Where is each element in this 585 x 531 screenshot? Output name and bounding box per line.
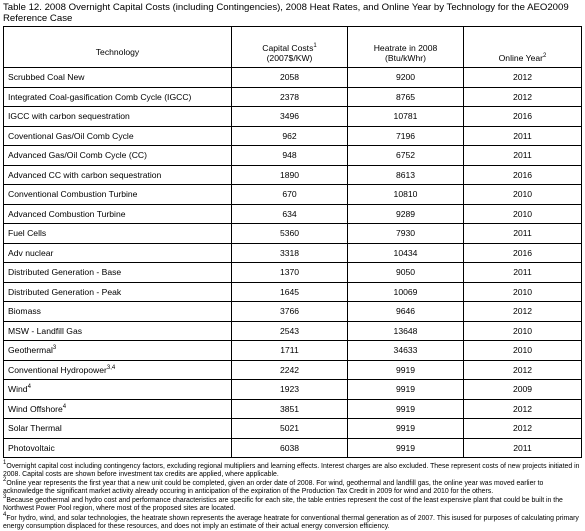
technology-name: Geothermal [8,345,53,356]
technology-cell [4,302,232,322]
header-online-label: Online Year [498,53,544,63]
footnote-text: Online year represents the first year that a new unit could be completed, given an order date of 2008. For wind, geothermal and landfill gas, the online year was moved earlier to acknowledge the significant market activity already occuring in anticipation of the expiration of the Production Tax Credit in 2009 for wind and 2010 for the others. [3,480,544,496]
header-capital-sup: 1 [313,43,317,49]
table-row [4,360,582,380]
footnote-text: Overnight capital cost including contingency factors, excluding regional multipliers and learning effects. Interest charges are also excluded. These represent costs of new projects initiated in 2008. Capital costs are shown before investment tax credits are applied, where applicable. [3,463,580,479]
technology-name: Fuel Cells [8,228,47,239]
online-year-cell: 2011 [464,146,582,166]
heatrate-cell: 9289 [348,204,464,224]
technology-cell [4,126,232,146]
table-row [4,282,582,302]
capital-cost-cell: 634 [232,204,348,224]
capital-cost-cell: 962 [232,126,348,146]
table-header-row [4,27,582,68]
technology-name: Conventional Hydropower [8,364,107,375]
technology-name: Biomass [8,306,41,317]
heatrate-cell: 13648 [348,321,464,341]
header-online-year [464,27,582,68]
technology-name: Advanced Gas/Oil Comb Cycle (CC) [8,150,147,161]
technology-cell [4,243,232,263]
heatrate-cell: 9919 [348,399,464,419]
capital-cost-cell: 1645 [232,282,348,302]
footnote [3,477,582,496]
technology-cell [4,263,232,283]
online-year-cell: 2016 [464,107,582,127]
online-year-cell: 2012 [464,399,582,419]
table-row [4,107,582,127]
table-row [4,224,582,244]
capital-costs-table [3,26,582,458]
technology-cell [4,185,232,205]
online-year-cell: 2010 [464,185,582,205]
technology-footnote-ref: 4 [27,384,31,391]
table-row [4,126,582,146]
table-row [4,185,582,205]
header-technology-label: Technology [95,47,140,57]
technology-cell [4,321,232,341]
technology-cell [4,419,232,439]
technology-cell [4,68,232,88]
heatrate-cell: 8613 [348,165,464,185]
technology-cell [4,438,232,458]
heatrate-cell: 7930 [348,224,464,244]
table-row [4,146,582,166]
technology-name: Scrubbed Coal New [8,72,85,83]
header-capital-line2: (2007$/KW) [266,53,313,63]
online-year-cell: 2011 [464,126,582,146]
footnote-text: For hydro, wind, and solar technologies, the heatrate shown represents the average heatrate for conventional thermal generation as of 2007. This isused for purposes of calculating primary energy consumption displaced for these resources, and does not imply an estimate of their actual energy conversion efficiency. [3,514,579,530]
technology-cell [4,204,232,224]
footnotes [3,460,582,531]
online-year-cell: 2010 [464,321,582,341]
footnote [3,494,582,513]
footnote [3,511,582,531]
capital-cost-cell: 2543 [232,321,348,341]
table-row [4,263,582,283]
online-year-cell: 2011 [464,224,582,244]
table-row [4,419,582,439]
technology-name: MSW - Landfill Gas [8,325,83,336]
table-row [4,321,582,341]
capital-cost-cell: 3496 [232,107,348,127]
technology-cell [4,224,232,244]
technology-name: Adv nuclear [8,247,54,258]
heatrate-cell: 6752 [348,146,464,166]
heatrate-cell: 9919 [348,380,464,400]
technology-cell [4,399,232,419]
capital-cost-cell: 5021 [232,419,348,439]
technology-cell [4,107,232,127]
online-year-cell: 2012 [464,419,582,439]
capital-cost-cell: 5360 [232,224,348,244]
technology-name: IGCC with carbon sequestration [8,111,130,122]
capital-cost-cell: 3766 [232,302,348,322]
footnote-number: 2 [3,477,7,484]
header-capital-costs [232,27,348,68]
online-year-cell: 2011 [464,263,582,283]
footnote-number: 1 [3,460,7,466]
heatrate-cell: 10434 [348,243,464,263]
online-year-cell: 2016 [464,165,582,185]
technology-name: Solar Thermal [8,423,62,434]
capital-cost-cell: 2378 [232,87,348,107]
heatrate-cell: 8765 [348,87,464,107]
table-row [4,341,582,361]
capital-cost-cell: 1890 [232,165,348,185]
capital-cost-cell: 1370 [232,263,348,283]
online-year-cell: 2010 [464,341,582,361]
capital-cost-cell: 2242 [232,360,348,380]
technology-footnote-ref: 3 [52,345,57,352]
online-year-cell: 2016 [464,243,582,263]
capital-cost-cell: 948 [232,146,348,166]
table-caption: Table 12. 2008 Overnight Capital Costs (including Contingencies), 2008 Heat Rates, and Online Year by Technology for the AEO2009 Reference Case [3,2,569,24]
online-year-cell: 2012 [464,360,582,380]
technology-cell [4,165,232,185]
technology-name: Advanced Combustion Turbine [8,208,126,219]
online-year-cell: 2012 [464,68,582,88]
capital-cost-cell: 670 [232,185,348,205]
capital-cost-cell: 6038 [232,438,348,458]
technology-cell [4,87,232,107]
technology-name: Conventional Combustion Turbine [8,189,138,200]
technology-name: Photovoltaic [8,442,55,453]
table-row [4,399,582,419]
technology-name: Coventional Gas/Oil Comb Cycle [8,130,134,141]
online-year-cell: 2012 [464,302,582,322]
technology-name: Distributed Generation - Base [8,267,122,278]
online-year-cell: 2010 [464,282,582,302]
technology-cell [4,146,232,166]
capital-cost-cell: 2058 [232,68,348,88]
heatrate-cell: 7196 [348,126,464,146]
technology-footnote-ref: 4 [62,403,67,410]
header-technology [4,27,232,68]
technology-name: Integrated Coal-gasification Comb Cycle (IGCC) [8,91,192,102]
technology-cell [4,282,232,302]
technology-cell [4,360,232,380]
header-heatrate [348,27,464,68]
heatrate-cell: 9919 [348,438,464,458]
capital-cost-cell: 3851 [232,399,348,419]
online-year-cell: 2012 [464,87,582,107]
capital-cost-cell: 3318 [232,243,348,263]
heatrate-cell: 9919 [348,360,464,380]
table-row [4,68,582,88]
technology-name: Wind [8,384,28,395]
heatrate-cell: 9200 [348,68,464,88]
heatrate-cell: 9050 [348,263,464,283]
technology-name: Advanced CC with carbon sequestration [8,169,162,180]
heatrate-cell: 9919 [348,419,464,439]
table-row [4,87,582,107]
footnote-number: 3 [3,494,7,501]
header-heatrate-line2: (Btu/kWhr) [384,53,427,63]
heatrate-cell: 10069 [348,282,464,302]
technology-cell [4,341,232,361]
heatrate-cell: 10810 [348,185,464,205]
table-row [4,243,582,263]
heatrate-cell: 34633 [348,341,464,361]
header-heatrate-line1: Heatrate in 2008 [373,43,438,53]
technology-name: Distributed Generation - Peak [8,286,122,297]
table-row [4,165,582,185]
footnote-number: 4 [3,511,7,518]
online-year-cell: 2009 [464,380,582,400]
technology-footnote-ref: 3,4 [106,364,116,371]
capital-cost-cell: 1923 [232,380,348,400]
heatrate-cell: 10781 [348,107,464,127]
online-year-cell: 2010 [464,204,582,224]
online-year-cell: 2011 [464,438,582,458]
table-row [4,438,582,458]
header-capital-line1: Capital Costs [262,43,314,53]
table-row [4,380,582,400]
footnote-text: Because geothermal and hydro cost and performance characteristics are specific for each site, the table entries represent the cost of the least expensive plant that could be built in the Northwest Power Pool region, where most of the proposed sites are located. [3,497,563,513]
table-row [4,204,582,224]
header-online-sup: 2 [543,53,547,59]
capital-cost-cell: 1711 [232,341,348,361]
table-row [4,302,582,322]
technology-cell [4,380,232,400]
footnote [3,460,582,479]
technology-name: Wind Offshore [8,403,63,414]
heatrate-cell: 9646 [348,302,464,322]
table-body [4,68,582,458]
